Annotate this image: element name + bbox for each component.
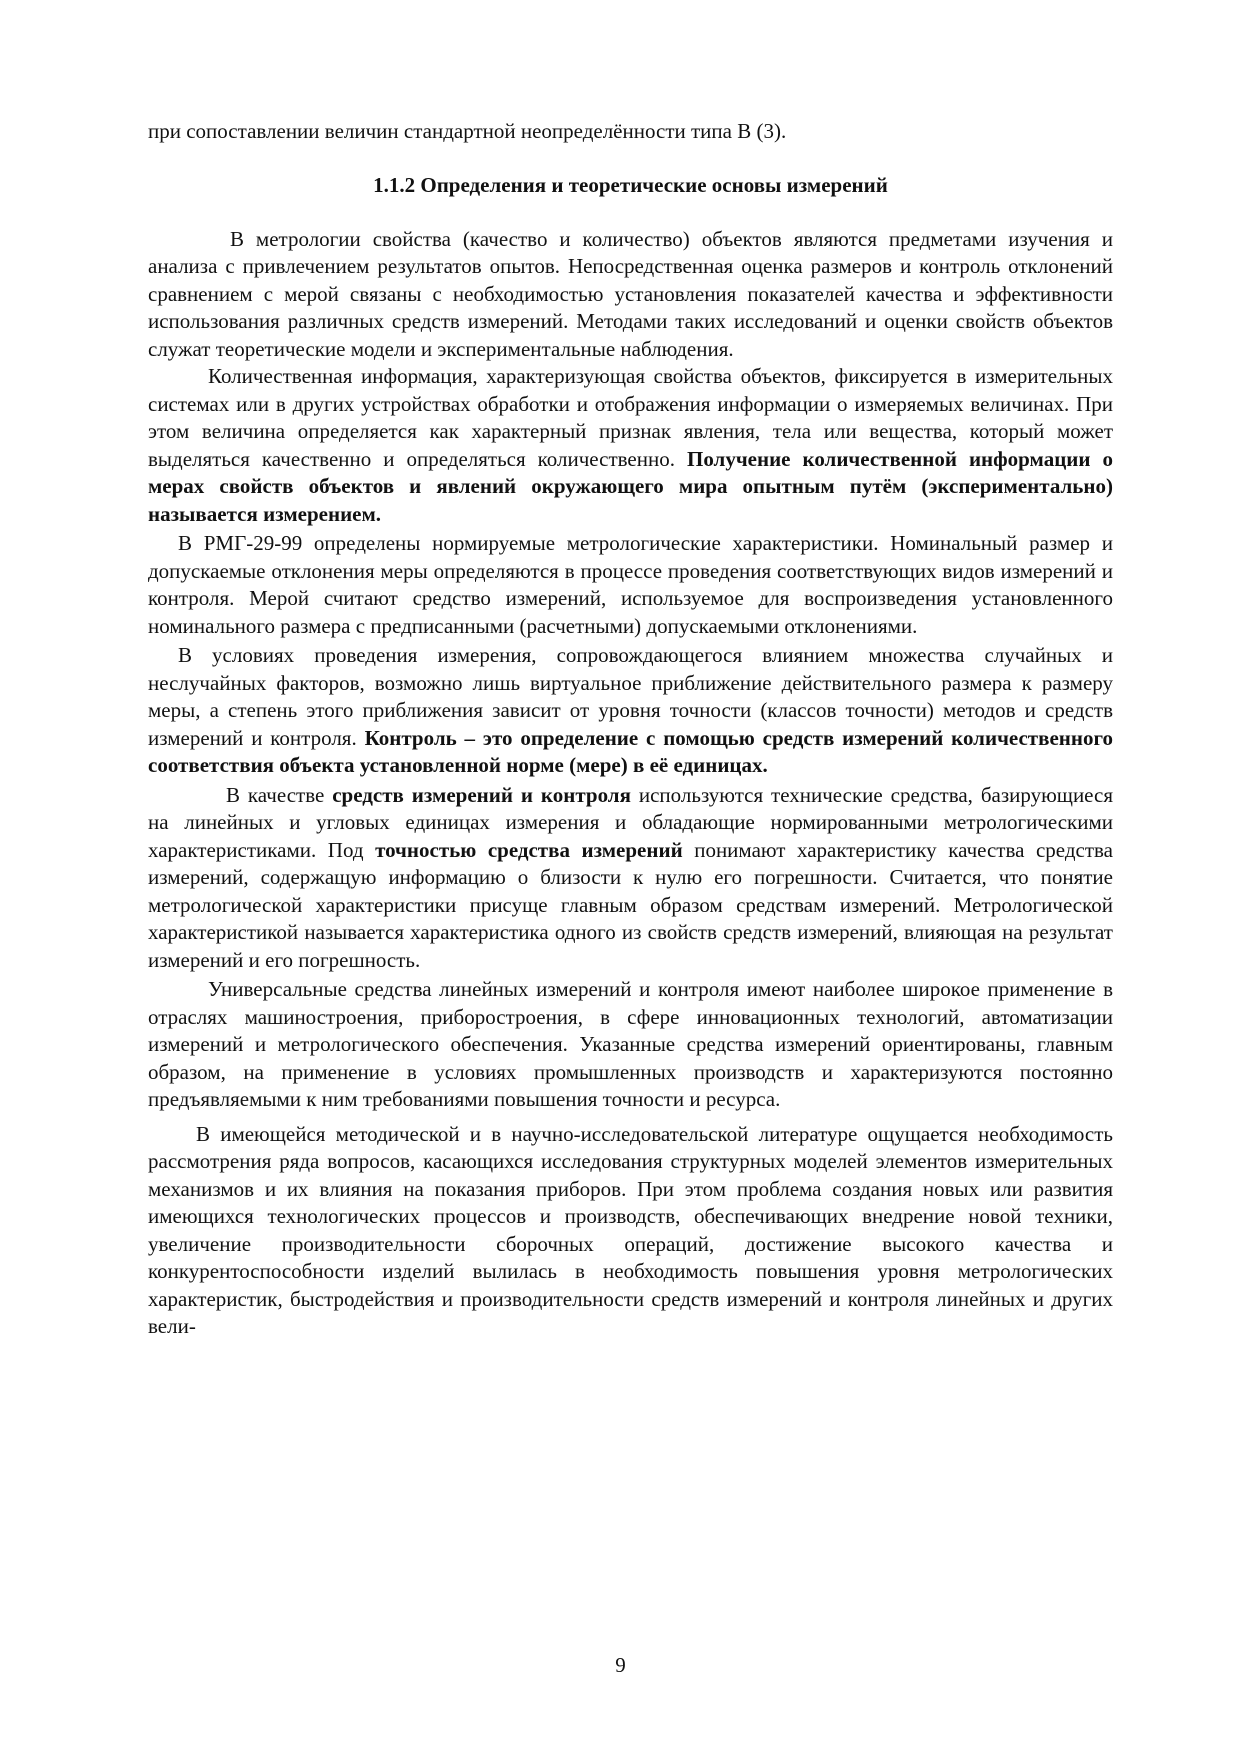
paragraph-1: В метрологии свойства (качество и количество) объектов являются предметами изучения и анализа с привлечением результатов опытов. Непосредственная оценка размеров и контроль отклонений сравнением с мерой связаны с необходимостью установления показателей качества и эффективности использования различных средств измерений. Методами таких исследований и оценки свойств объектов служат теоретические модели и экспериментальные наблюдения.	[148, 226, 1113, 361]
paragraph-5	[148, 782, 1113, 975]
page-number: 9	[615, 1653, 626, 1677]
paragraph-2	[148, 363, 1113, 528]
term-measuring-instruments: средств измерений и контроля	[332, 782, 631, 807]
paragraph-3: В РМГ-29-99 определены нормируемые метрологические характеристики. Номинальный размер и допускаемые отклонения меры определяются в процессе проведения соответствующих видов измерений и контроля. Мерой считают средство измерений, используемое для воспроизведения установленного номинального размера с предписанными (расчетными) допускаемыми отклонениями.	[148, 531, 1113, 638]
paragraph-4-text: В условиях проведения измерения, сопровождающегося влиянием множества случайных и неслучайных факторов, возможно лишь виртуальное приближение действительного размера к размеру меры, а степень этого приближения зависит от уровня точности (классов точности) методов и средств измерений и контроля.	[148, 643, 1113, 750]
paragraph-6: Универсальные средства линейных измерений и контроля имеют наиболее широкое применение в отраслях машиностроения, приборостроения, в сфере инновационных технологий, автоматизации измерений и метрологического обеспечения. Указанные средства измерений ориентированы, главным образом, на применение в условиях промышленных производств и характеризуются постоянно предъявляемыми к ним требованиями повышения точности и ресурса.	[148, 977, 1113, 1111]
continuation-line: при сопоставлении величин стандартной неопределённости типа В (3).	[148, 119, 787, 143]
paragraph-4	[148, 642, 1113, 780]
paragraph-7: В имеющейся методической и в научно-исследовательской литературе ощущается необходимость рассмотрения ряда вопросов, касающихся исследования структурных моделей элементов измерительных механизмов и их влияния на показания приборов. При этом проблема создания новых или развития имеющихся технологических процессов и производств, обеспечивающих внедрение новой техники, увеличение производительности сборочных операций, достижение высокого качества и конкурентоспособности изделий вылилась в необходимость повышения уровня метрологических характеристик, быстродействия и производительности средств измерений и контроля линейных и других вели-	[148, 1121, 1113, 1338]
measurement-definition: Получение количественной информации о мерах свойств объектов и явлений окружающего мира опытным путём (экспериментально) называется измерением.	[148, 446, 1113, 526]
paragraph-5-part-c: используются технические средства, базирующиеся на линейных и угловых единицах измерения и обладающие нормированными метрологическими характеристиками. Под	[148, 782, 1114, 862]
paragraph-5-part-d: понимают характеристику качества средства измерений, содержащую информацию о близости к нулю его погрешности. Считается, что понятие метрологической характеристики присуще главным образом средствам измерений. Метрологической характеристикой называется характеристика одного из свойств средств измерений, влияющая на результат измерений и его погрешность.	[148, 837, 1113, 972]
page-body	[148, 118, 1113, 1341]
paragraph-5-part-a: В качестве	[226, 782, 333, 807]
control-definition: Контроль – это определение с помощью средств измерений количественного соответствия объекта установленной норме (мере) в её единицах.	[148, 725, 1113, 777]
paragraph-2-text: Количественная информация, характеризующая свойства объектов, фиксируется в измерительных системах или в других устройствах обработки и отображения информации о измеряемых величинах. При этом величина определяется как характерный признак явления, тела или вещества, который может выделяться качественно и определяться количественно.	[148, 364, 1113, 471]
term-instrument-accuracy: точностью средства измерений	[375, 837, 683, 862]
section-heading: 1.1.2 Определения и теоретические основы измерений	[373, 172, 888, 197]
